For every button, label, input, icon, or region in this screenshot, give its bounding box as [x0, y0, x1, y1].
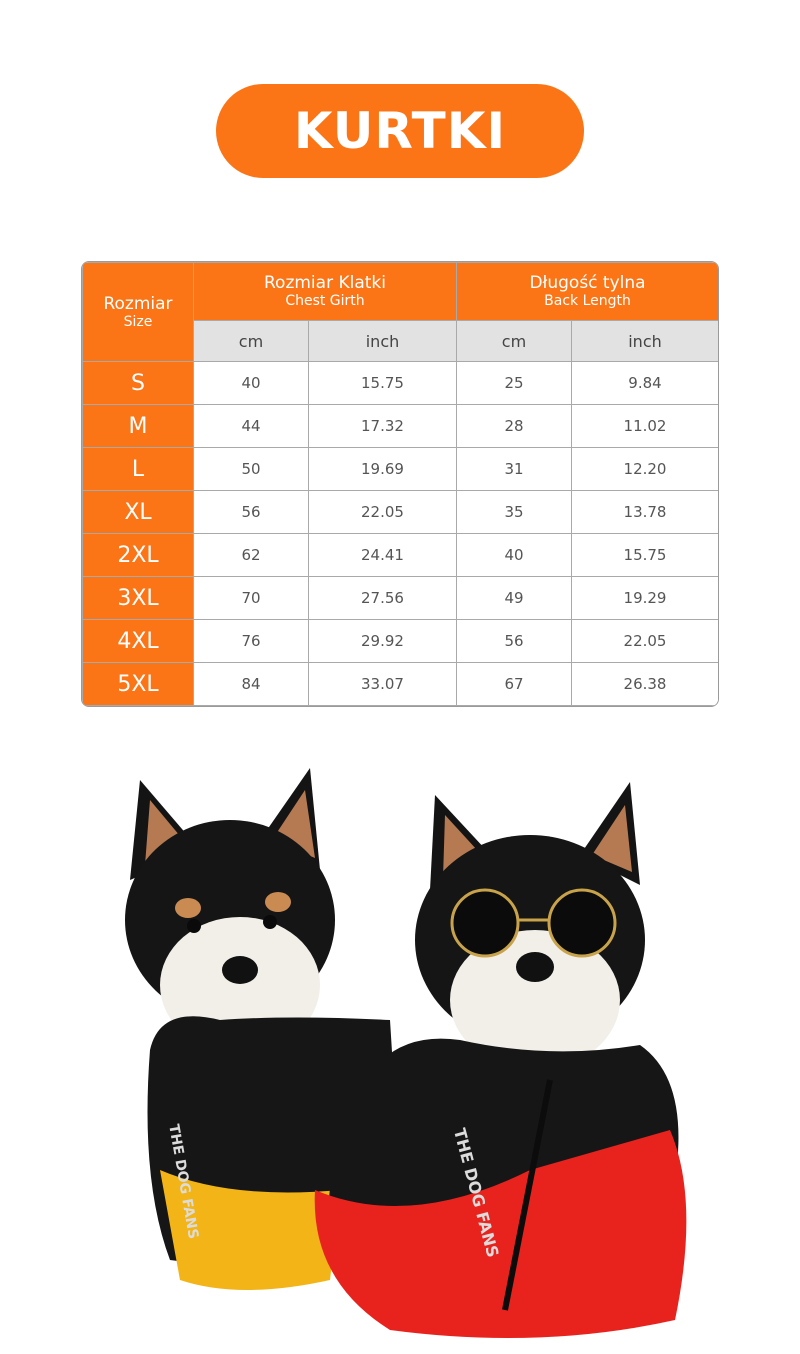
back-inch-value: 22.05 [572, 620, 719, 663]
chest-cm-value: 56 [194, 491, 309, 534]
chest-inch-value: 29.92 [309, 620, 457, 663]
size-label: M [83, 405, 194, 448]
table-row [83, 620, 719, 663]
size-label: XL [83, 491, 194, 534]
svg-text:THE DOG FANS: THE DOG FANS [165, 1122, 202, 1241]
chest-cm-value: 50 [194, 448, 309, 491]
back-cm-value: 56 [457, 620, 572, 663]
size-label: S [83, 362, 194, 405]
unit-cell: inch [309, 321, 457, 362]
back-cm-value: 67 [457, 663, 572, 706]
chest-cm-value: 70 [194, 577, 309, 620]
chest-inch-value: 22.05 [309, 491, 457, 534]
dogs-photo [110, 760, 710, 1354]
chest-inch-value: 15.75 [309, 362, 457, 405]
size-label: 3XL [83, 577, 194, 620]
back-inch-value: 9.84 [572, 362, 719, 405]
chest-cm-value: 84 [194, 663, 309, 706]
table-row [83, 448, 719, 491]
back-length-header: Długość tylna Back Length [457, 263, 719, 321]
jacket-logo-text: THE DOG FANS [449, 1126, 503, 1260]
size-label: L [83, 448, 194, 491]
table-row [83, 491, 719, 534]
back-cm-value: 35 [457, 491, 572, 534]
size-label: 5XL [83, 663, 194, 706]
unit-cell: cm [457, 321, 572, 362]
table-row [83, 405, 719, 448]
size-label: 2XL [83, 534, 194, 577]
back-inch-value: 19.29 [572, 577, 719, 620]
unit-cell: cm [194, 321, 309, 362]
size-chart [81, 261, 719, 707]
back-cm-value: 28 [457, 405, 572, 448]
table-row [83, 577, 719, 620]
header-row [83, 263, 719, 321]
size-table [82, 262, 719, 706]
chest-girth-header: Rozmiar Klatki Chest Girth [194, 263, 457, 321]
back-cm-value: 49 [457, 577, 572, 620]
table-row [83, 362, 719, 405]
back-inch-value: 13.78 [572, 491, 719, 534]
chest-cm-value: 76 [194, 620, 309, 663]
back-inch-value: 12.20 [572, 448, 719, 491]
back-inch-value: 15.75 [572, 534, 719, 577]
chest-inch-value: 27.56 [309, 577, 457, 620]
chest-inch-value: 33.07 [309, 663, 457, 706]
unit-cell: inch [572, 321, 719, 362]
title-banner [216, 84, 584, 178]
size-label: 4XL [83, 620, 194, 663]
chest-inch-value: 17.32 [309, 405, 457, 448]
back-inch-value: 26.38 [572, 663, 719, 706]
page-title: KURTKI [293, 102, 507, 160]
chest-cm-value: 44 [194, 405, 309, 448]
back-cm-value: 31 [457, 448, 572, 491]
chest-cm-value: 40 [194, 362, 309, 405]
table-row [83, 663, 719, 706]
back-cm-value: 25 [457, 362, 572, 405]
size-header: Rozmiar Size [83, 263, 194, 362]
table-row [83, 534, 719, 577]
back-cm-value: 40 [457, 534, 572, 577]
chest-inch-value: 24.41 [309, 534, 457, 577]
chest-inch-value: 19.69 [309, 448, 457, 491]
chest-cm-value: 62 [194, 534, 309, 577]
back-inch-value: 11.02 [572, 405, 719, 448]
